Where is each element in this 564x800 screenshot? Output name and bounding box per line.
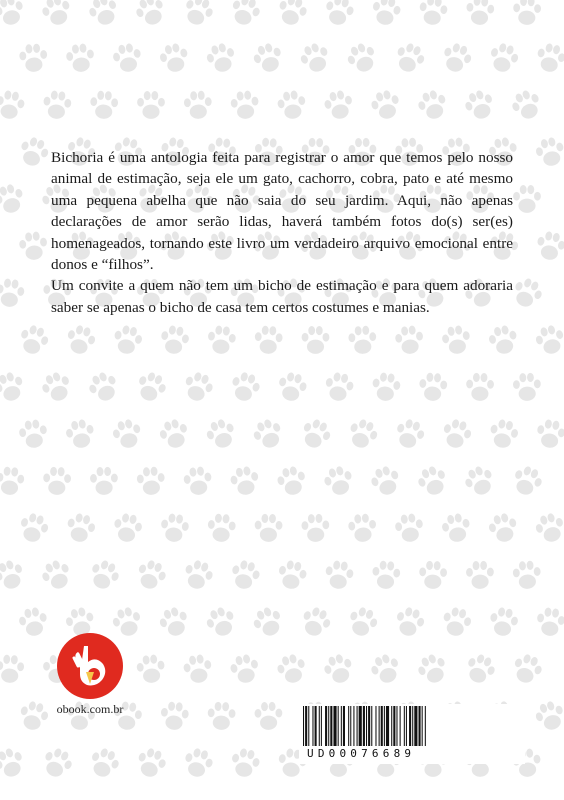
paw-print-icon bbox=[418, 372, 448, 402]
paw-print-icon bbox=[19, 43, 49, 73]
paw-print-icon bbox=[439, 40, 474, 75]
paw-print-icon bbox=[18, 418, 49, 449]
blurb-paragraph-2: Um convite a quem não tem um bicho de estimação e para quem adoraria saber se apenas o bicho de casa tem certos costumes e manias. bbox=[51, 277, 513, 316]
paw-print-icon bbox=[160, 701, 190, 731]
paw-print-icon bbox=[302, 326, 330, 354]
paw-print-icon bbox=[275, 0, 310, 28]
paw-print-icon bbox=[488, 606, 520, 638]
barcode-bar bbox=[343, 706, 345, 746]
paw-print-icon bbox=[487, 323, 520, 356]
paw-print-icon bbox=[532, 698, 564, 733]
paw-print-icon bbox=[156, 604, 191, 639]
paw-print-icon bbox=[394, 512, 425, 543]
paw-print-icon bbox=[0, 369, 27, 404]
barcode-bar bbox=[375, 706, 376, 746]
paw-print-icon bbox=[65, 42, 96, 73]
paw-print-icon bbox=[534, 230, 564, 263]
paw-print-icon bbox=[509, 463, 545, 499]
back-cover-blurb bbox=[51, 147, 513, 318]
paw-print-icon bbox=[203, 416, 239, 452]
paw-print-icon bbox=[370, 0, 403, 27]
paw-print-icon bbox=[535, 418, 564, 450]
paw-print-icon bbox=[228, 370, 262, 404]
paw-print-icon bbox=[462, 87, 498, 123]
paw-print-icon bbox=[322, 0, 356, 28]
barcode-bar bbox=[396, 706, 397, 746]
paw-print-icon bbox=[415, 463, 451, 499]
paw-print-icon bbox=[137, 91, 165, 119]
paw-print-icon bbox=[461, 463, 498, 500]
paw-print-icon bbox=[228, 0, 264, 29]
paw-print-icon bbox=[42, 90, 72, 121]
paw-print-icon bbox=[0, 277, 26, 308]
paw-print-icon bbox=[90, 467, 118, 495]
barcode-bar bbox=[350, 706, 351, 746]
barcode-bar bbox=[404, 706, 405, 746]
paw-print-icon bbox=[159, 324, 191, 356]
paw-print-icon bbox=[250, 604, 287, 641]
paw-print-icon bbox=[297, 40, 333, 76]
paw-print-icon bbox=[0, 557, 28, 593]
barcode-bar bbox=[305, 706, 307, 746]
paw-print-icon bbox=[275, 464, 308, 497]
paw-print-icon bbox=[38, 557, 75, 594]
paw-print-icon bbox=[204, 41, 238, 75]
paw-print-icon bbox=[254, 325, 283, 354]
paw-print-icon bbox=[513, 0, 542, 25]
paw-print-icon bbox=[533, 323, 564, 357]
paw-print-icon bbox=[229, 746, 262, 779]
paw-print-icon bbox=[86, 745, 122, 781]
paw-print-icon bbox=[133, 369, 169, 405]
paw-print-icon bbox=[0, 745, 28, 781]
blurb-paragraph-1: Bichoria é uma antologia feita para registrar o amor que temos pelo nosso animal de estimação, seja ele um gato, cachorro, cobra, pato e até mesmo uma pequena abelha que não saia do seu jardim. Aqui, não apenas declarações de amor serão lidas, haverá também fotos do(s) ser(es) homenageados, tornando este livro um verdadeiro arquivo emocional entre donos e “filhos”. bbox=[51, 149, 513, 274]
paw-print-icon bbox=[228, 652, 261, 685]
barcode-bar bbox=[312, 706, 313, 746]
paw-print-icon bbox=[254, 514, 282, 542]
paw-print-icon bbox=[487, 417, 520, 450]
paw-print-icon bbox=[535, 606, 564, 637]
barcode-bar bbox=[308, 706, 309, 746]
paw-print-icon bbox=[0, 654, 25, 683]
publisher-website: obook.com.br bbox=[56, 702, 124, 716]
barcode-bar bbox=[419, 706, 421, 746]
barcode-bar bbox=[319, 706, 320, 746]
barcode-number: UD00076689 bbox=[307, 747, 416, 760]
paw-print-icon bbox=[110, 417, 144, 451]
paw-print-icon bbox=[440, 324, 472, 356]
paw-print-icon bbox=[322, 88, 355, 121]
paw-print-icon bbox=[462, 651, 498, 687]
barcode-bar bbox=[391, 706, 392, 746]
paw-print-icon bbox=[39, 369, 75, 405]
barcode bbox=[299, 704, 525, 764]
paw-print-icon bbox=[136, 654, 166, 685]
paw-print-icon bbox=[323, 371, 355, 403]
paw-print-icon bbox=[344, 40, 381, 77]
barcode-bar bbox=[422, 706, 423, 746]
paw-print-icon bbox=[487, 41, 521, 75]
paw-print-icon bbox=[415, 87, 450, 122]
barcode-bar bbox=[363, 706, 365, 746]
paw-print-icon bbox=[345, 604, 380, 639]
obook-logo-icon bbox=[56, 632, 124, 700]
barcode-bar bbox=[357, 706, 358, 746]
barcode-bar bbox=[303, 706, 304, 746]
paw-print-icon bbox=[298, 604, 334, 640]
paw-print-icon bbox=[86, 0, 122, 29]
paw-print-icon bbox=[275, 652, 309, 686]
barcode-bar bbox=[425, 706, 426, 746]
paw-print-icon bbox=[348, 325, 377, 354]
paw-print-icon bbox=[16, 322, 51, 357]
barcode-bar bbox=[353, 706, 354, 746]
paw-print-icon bbox=[534, 135, 564, 168]
paw-print-icon bbox=[183, 90, 212, 119]
paw-print-icon bbox=[321, 651, 356, 686]
paw-print-icon bbox=[440, 605, 473, 638]
paw-print-icon bbox=[134, 745, 169, 780]
paw-print-icon bbox=[64, 511, 97, 544]
paw-print-icon bbox=[276, 559, 309, 592]
paw-print-icon bbox=[64, 323, 98, 357]
paw-print-icon bbox=[0, 466, 25, 496]
paw-print-icon bbox=[323, 559, 354, 590]
paw-print-icon bbox=[392, 40, 428, 76]
paw-print-icon bbox=[64, 418, 97, 451]
paw-print-icon bbox=[89, 90, 118, 119]
paw-print-icon bbox=[39, 745, 76, 782]
barcode-bars bbox=[303, 706, 521, 746]
paw-print-icon bbox=[414, 651, 451, 688]
paw-print-icon bbox=[276, 89, 308, 121]
paw-print-icon bbox=[466, 373, 494, 401]
barcode-bar bbox=[348, 706, 349, 746]
barcode-bar bbox=[384, 706, 385, 746]
paw-print-icon bbox=[158, 41, 191, 74]
barcode-bar bbox=[368, 706, 370, 746]
barcode-bar bbox=[381, 706, 383, 746]
paw-print-icon bbox=[368, 651, 404, 687]
paw-print-icon bbox=[250, 40, 285, 75]
paw-print-icon bbox=[371, 371, 402, 402]
paw-print-icon bbox=[180, 0, 216, 29]
paw-print-icon bbox=[508, 87, 545, 124]
barcode-bar bbox=[321, 706, 322, 746]
barcode-bar bbox=[406, 706, 407, 746]
paw-print-icon bbox=[369, 88, 403, 122]
paw-print-icon bbox=[16, 134, 52, 170]
barcode-bar bbox=[359, 706, 362, 746]
paw-print-icon bbox=[393, 605, 427, 639]
paw-print-icon bbox=[371, 560, 401, 590]
paw-print-icon bbox=[132, 0, 169, 29]
paw-print-icon bbox=[207, 513, 237, 543]
paw-print-icon bbox=[181, 369, 216, 404]
barcode-bar bbox=[414, 706, 417, 746]
paw-print-icon bbox=[513, 373, 542, 402]
paw-print-icon bbox=[39, 0, 74, 28]
paw-print-icon bbox=[465, 0, 495, 26]
paw-print-icon bbox=[43, 467, 72, 496]
paw-print-icon bbox=[159, 512, 190, 543]
paw-print-icon bbox=[347, 513, 377, 543]
paw-print-icon bbox=[182, 465, 213, 496]
barcode-bar bbox=[371, 706, 372, 746]
paw-print-icon bbox=[182, 653, 214, 685]
paw-print-icon bbox=[207, 702, 236, 731]
barcode-bar bbox=[386, 706, 389, 746]
barcode-bar bbox=[409, 706, 411, 746]
barcode-bar bbox=[315, 706, 317, 746]
paw-print-icon bbox=[301, 514, 330, 543]
paw-print-icon bbox=[250, 416, 286, 452]
paw-print-icon bbox=[157, 417, 192, 452]
paw-print-icon bbox=[0, 0, 27, 28]
paw-print-icon bbox=[298, 416, 335, 453]
barcode-bar bbox=[393, 706, 395, 746]
barcode-bar bbox=[328, 706, 329, 746]
paw-print-icon bbox=[111, 42, 143, 74]
barcode-bar bbox=[341, 706, 342, 746]
paw-print-icon bbox=[394, 325, 424, 356]
paw-print-icon bbox=[533, 511, 564, 546]
paw-print-icon bbox=[0, 89, 26, 121]
paw-print-icon bbox=[111, 323, 144, 356]
paw-print-icon bbox=[17, 511, 51, 545]
paw-print-icon bbox=[112, 512, 144, 544]
paw-print-icon bbox=[419, 561, 448, 590]
publisher-block bbox=[40, 632, 140, 717]
paw-print-icon bbox=[392, 416, 427, 451]
barcode-bar bbox=[366, 706, 367, 746]
paw-print-icon bbox=[18, 231, 48, 262]
paw-print-icon bbox=[534, 41, 564, 74]
paw-print-icon bbox=[86, 557, 122, 593]
paw-print-icon bbox=[345, 416, 381, 452]
barcode-bar bbox=[338, 706, 339, 746]
paw-print-icon bbox=[486, 511, 520, 545]
paw-print-icon bbox=[254, 702, 282, 730]
barcode-bar bbox=[412, 706, 413, 746]
paw-print-icon bbox=[510, 651, 546, 687]
paw-print-icon bbox=[276, 370, 309, 403]
paw-print-icon bbox=[417, 0, 448, 27]
paw-print-icon bbox=[513, 185, 541, 213]
paw-print-icon bbox=[136, 466, 166, 496]
paw-print-icon bbox=[228, 558, 262, 592]
barcode-bar bbox=[400, 706, 401, 746]
paw-print-icon bbox=[512, 560, 542, 590]
paw-print-icon bbox=[134, 557, 170, 593]
barcode-bar bbox=[330, 706, 332, 746]
paw-print-icon bbox=[368, 463, 403, 498]
paw-print-icon bbox=[466, 561, 494, 589]
paw-print-icon bbox=[440, 417, 474, 451]
barcode-bar bbox=[325, 706, 327, 746]
paw-print-icon bbox=[85, 369, 122, 406]
paw-print-icon bbox=[203, 604, 239, 640]
paw-print-icon bbox=[230, 90, 260, 121]
barcode-bar bbox=[379, 706, 380, 746]
paw-print-icon bbox=[509, 275, 546, 312]
paw-print-icon bbox=[181, 746, 215, 780]
paw-print-icon bbox=[0, 182, 27, 217]
barcode-bar bbox=[333, 706, 336, 746]
paw-print-icon bbox=[229, 465, 261, 497]
paw-print-icon bbox=[181, 558, 216, 593]
paw-print-icon bbox=[322, 464, 356, 498]
paw-print-icon bbox=[440, 512, 473, 545]
paw-print-icon bbox=[206, 325, 236, 356]
